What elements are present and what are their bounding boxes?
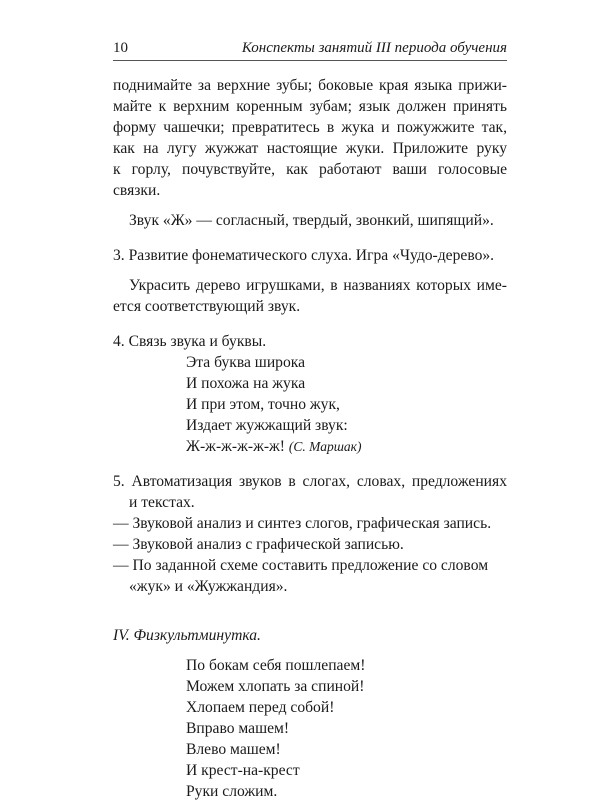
- item-5-title-cont: и текстах.: [129, 494, 195, 511]
- poem-line: Вправо машем!: [186, 720, 290, 737]
- poem-line: Издает жужжащий звук:: [186, 417, 348, 434]
- poem-line: [113, 436, 507, 457]
- poem-attribution: (С. Маршак): [288, 439, 362, 454]
- item-5-title: 5. Автоматизация звуков в слогах, словах, предложениях: [113, 473, 507, 490]
- text-line: связки.: [113, 182, 161, 199]
- intro-paragraph: [113, 75, 507, 201]
- poem-line: И крест-на-крест: [186, 762, 300, 779]
- poem-line: Влево машем!: [186, 741, 281, 758]
- text-line: ется соответствующий звук.: [113, 298, 301, 315]
- text-line: Украсить дерево игрушками, в названиях которых име-: [129, 277, 507, 294]
- sound-description: Звук «Ж» — согласный, твердый, звонкий, шипящий».: [129, 212, 494, 229]
- poem-line: И похожа на жука: [186, 375, 306, 392]
- bullet-item: — По заданной схеме составить предложение со словом: [113, 557, 489, 574]
- page-number: 10: [113, 40, 128, 56]
- text-line: майте к верхним коренным зубам; язык должен принять: [113, 98, 507, 115]
- running-header: [113, 38, 507, 61]
- poem-line: Руки сложим.: [186, 783, 278, 800]
- poem-line: И при этом, точно жук,: [186, 396, 340, 413]
- poem-last-line: Ж-ж-ж-ж-ж-ж!: [186, 438, 285, 455]
- text-line: поднимайте за верхние зубы; боковые края языка прижи-: [113, 77, 507, 94]
- poem-line: Эта буква широка: [186, 354, 306, 371]
- page-body: [113, 75, 507, 802]
- item-4-title: 4. Связь звука и буквы.: [113, 333, 267, 350]
- poem-line: Можем хлопать за спиной!: [186, 678, 365, 695]
- exercise-poem: [113, 655, 507, 802]
- text-line: к горлу, почувствуйте, как работают ваши голосовые: [113, 161, 507, 178]
- bullet-continuation: «жук» и «Жужжандия».: [129, 578, 288, 595]
- marshak-poem: [113, 352, 507, 457]
- running-title: Конспекты занятий III периода обучения: [241, 40, 507, 56]
- section-heading: IV. Физкультминутка.: [113, 627, 261, 644]
- item-3-title: 3. Развитие фонематического слуха. Игра «Чудо-дерево».: [113, 247, 495, 264]
- text-line: форму чашечки; превратитесь в жука и пожужжите так,: [113, 119, 507, 136]
- text-line: как на лугу жужжат настоящие жуки. Приложите руку: [113, 140, 507, 157]
- poem-line: По бокам себя пошлепаем!: [186, 657, 366, 674]
- poem-line: Хлопаем перед собой!: [186, 699, 335, 716]
- bullet-item: — Звуковой анализ с графической записью.: [113, 536, 404, 553]
- bullet-item: — Звуковой анализ и синтез слогов, графическая запись.: [113, 515, 492, 532]
